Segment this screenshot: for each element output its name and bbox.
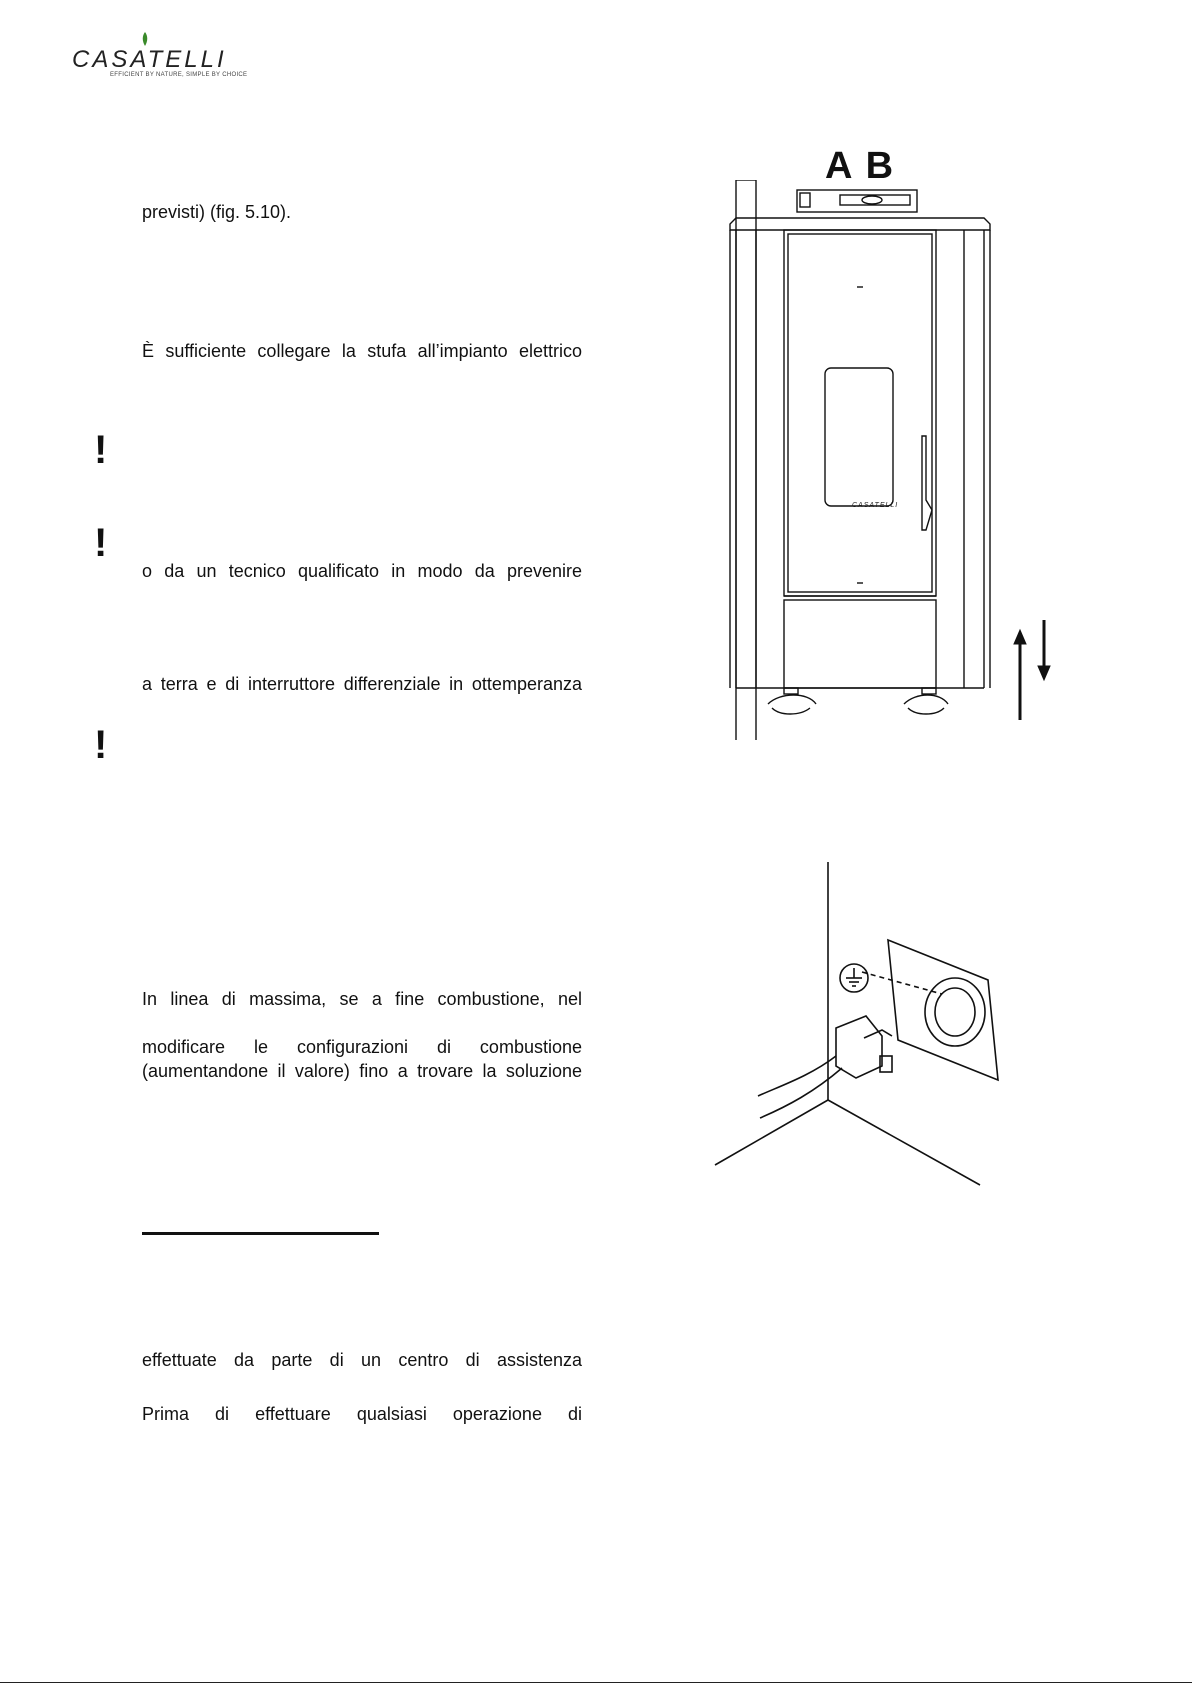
paragraph-9: Prima di effettuare qualsiasi operazione di xyxy=(142,1404,582,1424)
paragraph-7: (aumentandone il valore) fino a trovare la soluzione xyxy=(142,1061,582,1081)
casatelli-logo xyxy=(72,30,248,82)
warning-icon: ! xyxy=(94,428,108,472)
page-bottom-rule xyxy=(0,1682,1192,1683)
stove-illustration xyxy=(700,180,1080,740)
logo-wordmark: CASATELLI xyxy=(72,46,227,73)
paragraph-2: È sufficiente collegare la stufa all’impianto elettrico xyxy=(142,341,582,361)
paragraph-4: a terra e di interruttore differenziale in ottemperanza xyxy=(142,674,582,694)
paragraph-6: modificare le configurazioni di combustione xyxy=(142,1037,582,1057)
paragraph-1: previsti) (fig. 5.10). xyxy=(142,202,292,222)
stove-brand-label: CASATELLI xyxy=(852,502,899,509)
paragraph-8: effettuate da parte di un centro di assistenza xyxy=(142,1350,582,1370)
section-rule xyxy=(142,1232,379,1235)
paragraph-5: In linea di massima, se a fine combustione, nel xyxy=(142,989,582,1009)
paragraph-3: o da un tecnico qualificato in modo da prevenire xyxy=(142,561,582,581)
warning-icon: ! xyxy=(94,521,108,565)
logo-tagline: EFFICIENT BY NATURE, SIMPLE BY CHOICE xyxy=(110,72,248,78)
figure-label-ab: A B xyxy=(825,145,896,187)
plug-socket-illustration xyxy=(710,860,1000,1190)
warning-icon: ! xyxy=(94,723,108,767)
